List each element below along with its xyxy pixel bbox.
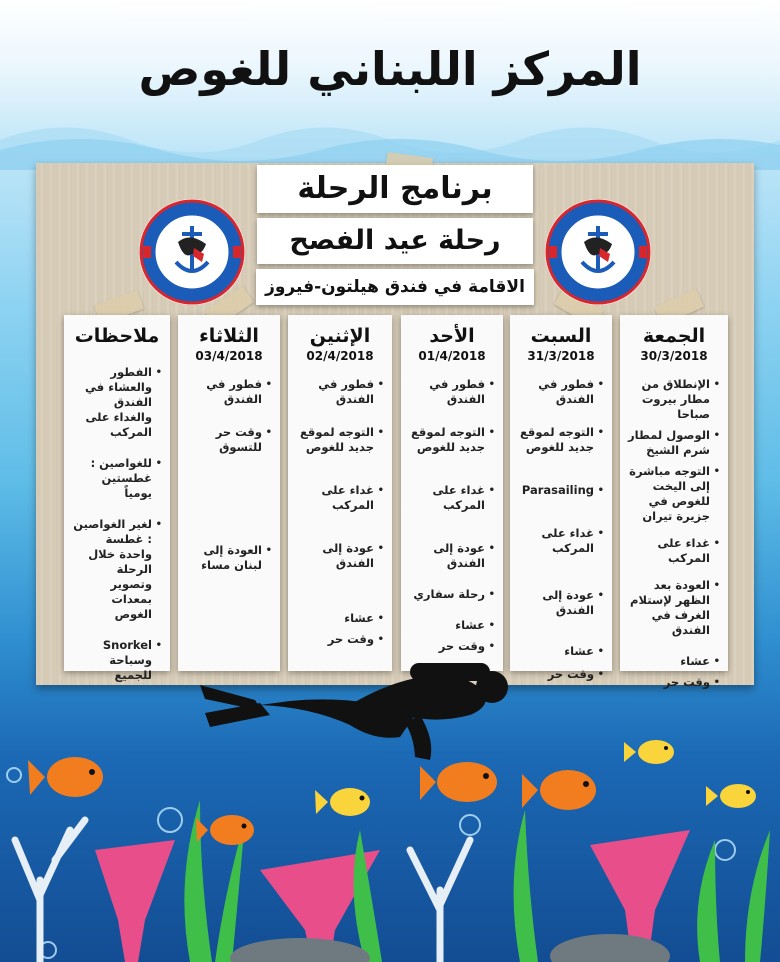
schedule-board [36,163,754,689]
list-item: • فطور في الفندق [409,377,495,407]
day-column-monday [288,315,392,671]
list-item: • وقت حر للتسوق [186,425,272,455]
accommodation-note: الاقامة في فندق هيلتون-فيروز [256,269,534,305]
list-item: • لغير الغواصين : غطسة واحدة خلال الرحلة وتصوير بمعدات الغوص [72,517,162,622]
list-item: • عودة إلى الفندق [296,541,384,571]
day-date: 03/4/2018 [195,349,263,363]
list-item: • الفطور والعشاء في الفندق والغداء على المركب [72,365,162,440]
day-column-sunday [401,315,503,671]
list-item: • غداء على المركب [409,483,495,513]
list-item: • فطور في الفندق [296,377,384,407]
day-column-friday [620,315,728,689]
list-item: • التوجه لموقع جديد للغوص [409,425,495,455]
list-item: • وقت حر [518,667,604,682]
trip-name: رحلة عيد الفصح [257,218,533,264]
day-name: الأحد [429,325,475,347]
list-item: • عشاء [296,611,384,626]
list-item: • غداء على المركب [296,483,384,513]
list-item: • عشاء [518,644,604,659]
list-item: • التوجه لموقع جديد للغوص [296,425,384,455]
day-date: 30/3/2018 [640,349,708,363]
day-column-saturday [510,315,612,681]
list-item: • عودة إلى الفندق [518,588,604,618]
notes-column [64,315,170,682]
day-date: 02/4/2018 [306,349,374,363]
list-item: • للغواصين : غطستين يومياً [72,456,162,501]
program-title: برنامج الرحلة [257,165,533,213]
fish-icon [28,740,756,845]
list-item: • الوصول لمطار شرم الشيخ [628,428,720,458]
lebanon-diving-center-logo [544,198,652,306]
list-item: • غداء على المركب [628,536,720,566]
day-date: 31/3/2018 [527,349,595,363]
day-name: الإثنين [309,325,371,347]
day-name: السبت [530,325,592,347]
list-item: • وقت حر [296,632,384,647]
day-name: الثلاثاء [199,325,259,347]
coral-reef-illustration [0,720,780,962]
list-item: • عشاء [628,654,720,669]
notes-title: ملاحظات [74,325,160,347]
day-date: 01/4/2018 [418,349,486,363]
lebanon-diving-center-logo [138,198,246,306]
list-item: • التوجه لموقع جديد للغوص [518,425,604,455]
list-item: • العودة إلى لبنان مساء [186,543,272,573]
list-item: • Parasailing [518,483,604,498]
day-name: الجمعة [642,325,706,347]
list-item: • Snorkel وسباحة للجميع [72,638,162,683]
day-column-tuesday [178,315,280,671]
list-item: • فطور في الفندق [186,377,272,407]
list-item: • عودة إلى الفندق [409,541,495,571]
page-title: المركز اللبناني للغوص [138,42,642,96]
list-item: • وقت حر [409,639,495,654]
list-item: • التوجه مباشرة إلى اليخت للغوص في جزيرة تيران [628,464,720,524]
list-item: • غداء على المركب [518,526,604,556]
rock-icon [230,934,670,962]
list-item: • عشاء [409,618,495,633]
list-item: • رحلة سفاري [409,587,495,602]
list-item: • وقت حر [628,675,720,690]
list-item: • العودة بعد الظهر لإستلام الغرف في الفندق [628,578,720,638]
list-item: • فطور في الفندق [518,377,604,407]
list-item: • الإنطلاق من مطار بيروت صباحا [628,377,720,422]
